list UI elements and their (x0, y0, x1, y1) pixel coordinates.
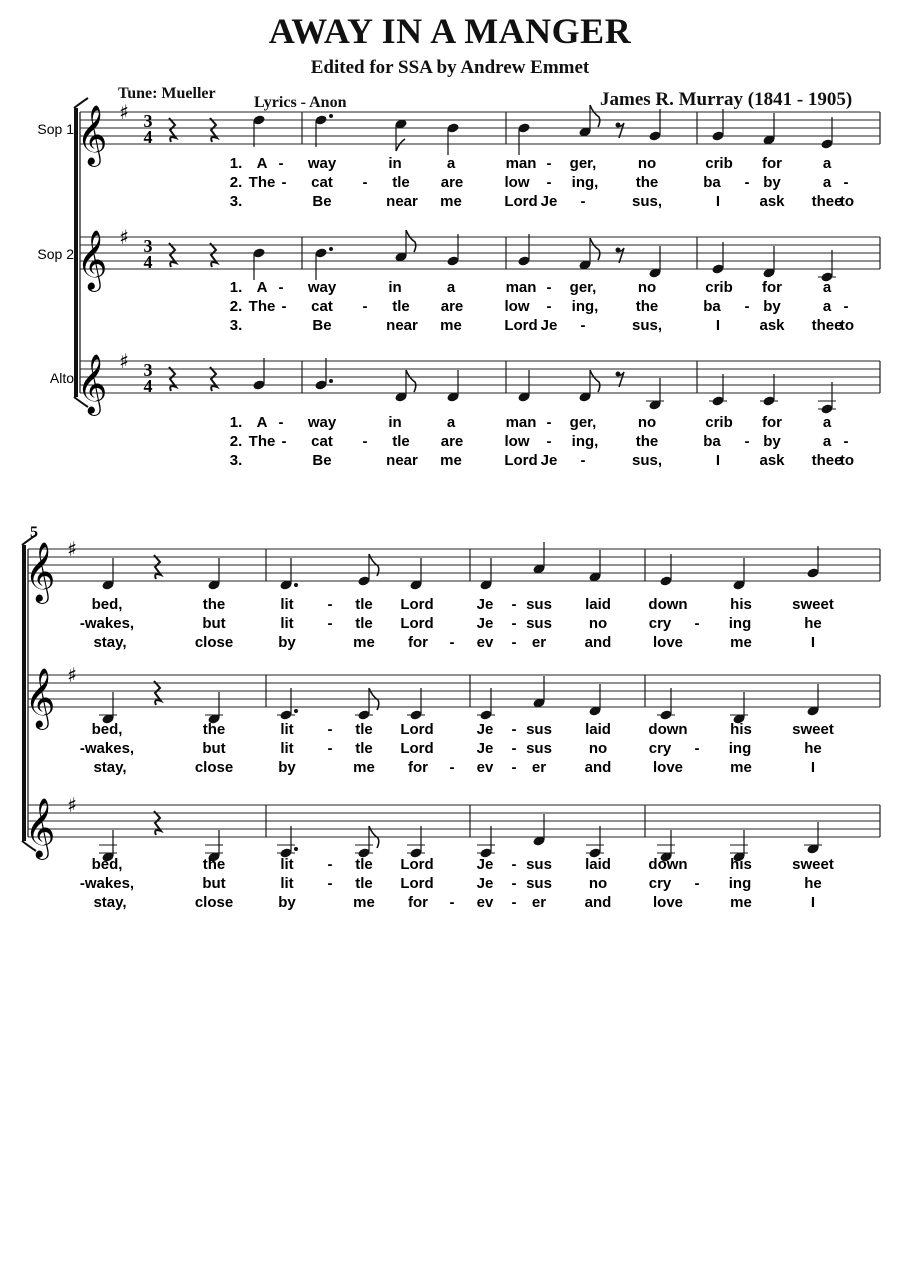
lyric-syllable: Lord (400, 740, 434, 757)
lyric-syllable: - (580, 193, 586, 210)
lyric-syllable: a (822, 433, 832, 450)
lyric-syllable: - (511, 894, 517, 911)
lyric-syllable: ba (703, 298, 721, 315)
lyric-syllable: - (511, 596, 517, 613)
lyric-syllable: me (353, 894, 375, 911)
time-signature-bottom: 4 (143, 376, 153, 396)
lyric-syllable: lit (280, 875, 294, 892)
key-signature-sharp-icon: ♯ (119, 100, 129, 124)
lyric-syllable: sus (526, 615, 552, 632)
lyric-syllable: his (730, 596, 752, 613)
lyric-syllable: to (839, 452, 855, 469)
key-signature-sharp-icon: ♯ (67, 793, 77, 817)
key-signature-sharp-icon: ♯ (119, 225, 129, 249)
lyric-syllable: - (546, 433, 552, 450)
lyric-syllable: - (449, 759, 455, 776)
lyric-syllable: cat (311, 174, 333, 191)
lyric-syllable: -wakes, (79, 875, 135, 892)
lyric-syllable: Lord (400, 875, 434, 892)
note-dot (294, 583, 298, 587)
lyric-syllable: ger, (569, 155, 597, 172)
lyric-syllable: his (730, 721, 752, 738)
lyric-syllable: - (449, 634, 455, 651)
lyric-syllable: no (588, 875, 608, 892)
quarter-rest-icon (169, 118, 176, 142)
lyric-syllable: sus (526, 856, 552, 873)
treble-clef-icon: 𝄞 (24, 798, 56, 858)
lyric-syllable: by (278, 759, 296, 776)
lyric-syllable: lit (280, 721, 294, 738)
lyric-syllable: the (635, 298, 659, 315)
note-flag (590, 370, 600, 392)
lyric-syllable: A (256, 414, 268, 431)
lyric-syllable: - (546, 174, 552, 191)
lyric-syllable: ask (759, 317, 785, 334)
lyric-syllable: cry (648, 875, 672, 892)
lyric-syllable: sus (526, 875, 552, 892)
lyric-syllable: sus (526, 740, 552, 757)
lyric-syllable: - (281, 433, 287, 450)
lyric-syllable: - (694, 615, 700, 632)
lyric-syllable: a (446, 155, 456, 172)
lyric-syllable: cat (311, 433, 333, 450)
lyric-syllable: ev (476, 759, 494, 776)
lyric-syllable: Je (540, 193, 558, 210)
lyric-syllable: - (511, 856, 517, 873)
lyric-syllable: a (822, 298, 832, 315)
lyric-syllable: tle (355, 596, 373, 613)
lyric-syllable: I (715, 452, 721, 469)
lyric-syllable: by (278, 634, 296, 651)
lyric-syllable: near (386, 193, 418, 210)
lyric-syllable: he (804, 875, 822, 892)
lyric-syllable: 1. (229, 414, 243, 431)
lyric-syllable: for (408, 634, 428, 651)
lyric-syllable: The (248, 298, 276, 315)
lyric-syllable: - (327, 875, 333, 892)
lyric-syllable: man (505, 155, 537, 172)
lyric-syllable: laid (585, 721, 611, 738)
lyric-syllable: way (307, 279, 337, 296)
lyric-syllable: -wakes, (79, 740, 135, 757)
lyric-syllable: for (762, 279, 782, 296)
lyric-syllable: down (648, 856, 688, 873)
lyric-syllable: cry (648, 615, 672, 632)
lyric-syllable: - (744, 174, 750, 191)
lyric-syllable: tle (355, 856, 373, 873)
note-dot (329, 247, 333, 251)
lyric-syllable: but (202, 875, 226, 892)
voice-label: Sop 2 (37, 246, 74, 262)
lyric-syllable: Lord (504, 193, 538, 210)
quarter-rest-icon (210, 243, 217, 267)
lyric-syllable: sweet (792, 721, 834, 738)
lyric-syllable: for (762, 414, 782, 431)
lyric-syllable: are (440, 433, 464, 450)
lyric-syllable: I (810, 759, 816, 776)
treble-clef-icon: 𝄞 (76, 230, 108, 290)
lyric-syllable: by (763, 174, 781, 191)
lyric-syllable: sweet (792, 856, 834, 873)
lyric-syllable: - (843, 433, 849, 450)
lyric-syllable: - (580, 317, 586, 334)
lyric-syllable: - (744, 433, 750, 450)
lyric-syllable: - (511, 875, 517, 892)
voice-label: Sop 1 (37, 121, 74, 137)
lyric-syllable: stay, (93, 759, 127, 776)
lyric-syllable: me (440, 452, 462, 469)
lyric-syllable: and (584, 634, 612, 651)
lyric-syllable: - (694, 740, 700, 757)
lyric-syllable: Je (476, 721, 494, 738)
note-flag (406, 230, 416, 252)
lyric-syllable: love (652, 894, 684, 911)
lyric-syllable: - (327, 596, 333, 613)
lyric-syllable: stay, (93, 634, 127, 651)
lyric-syllable: sus (526, 721, 552, 738)
lyric-syllable: ev (476, 894, 494, 911)
lyric-syllable: Je (476, 875, 494, 892)
lyric-syllable: tle (355, 875, 373, 892)
lyric-syllable: his (730, 856, 752, 873)
lyric-syllable: no (637, 155, 657, 172)
lyric-syllable: A (256, 279, 268, 296)
lyric-syllable: - (511, 740, 517, 757)
lyric-syllable: man (505, 414, 537, 431)
lyric-syllable: - (546, 155, 552, 172)
lyric-syllable: for (408, 759, 428, 776)
note-flag (406, 370, 416, 392)
quarter-rest-icon (210, 367, 217, 391)
lyric-syllable: cry (648, 740, 672, 757)
lyric-syllable: ger, (569, 279, 597, 296)
lyric-syllable: thee (811, 317, 843, 334)
lyric-syllable: ev (476, 634, 494, 651)
lyric-syllable: - (327, 856, 333, 873)
lyric-syllable: thee (811, 452, 843, 469)
lyric-syllable: the (635, 174, 659, 191)
note-dot (329, 114, 333, 118)
lyric-syllable: tle (392, 174, 410, 191)
lyric-syllable: ask (759, 452, 785, 469)
lyric-syllable: no (588, 740, 608, 757)
lyric-syllable: - (580, 452, 586, 469)
lyric-syllable: tle (355, 740, 373, 757)
lyric-syllable: -wakes, (79, 615, 135, 632)
lyric-syllable: - (278, 155, 284, 172)
lyric-syllable: er (531, 759, 547, 776)
lyric-syllable: The (248, 174, 276, 191)
lyric-syllable: ing, (571, 174, 599, 191)
lyric-syllable: er (531, 894, 547, 911)
lyric-syllable: tle (392, 298, 410, 315)
note-flag (590, 105, 600, 127)
lyric-syllable: ing (728, 615, 752, 632)
lyric-syllable: down (648, 721, 688, 738)
quarter-rest-icon (154, 811, 161, 835)
lyric-syllable: - (511, 615, 517, 632)
lyric-syllable: Lord (400, 721, 434, 738)
lyric-syllable: are (440, 174, 464, 191)
lyric-syllable: bed, (91, 596, 123, 613)
lyric-syllable: I (715, 317, 721, 334)
lyric-syllable: lit (280, 740, 294, 757)
lyric-syllable: 1. (229, 279, 243, 296)
lyric-syllable: love (652, 634, 684, 651)
lyric-syllable: ba (703, 433, 721, 450)
tune-credit: Tune: Mueller (118, 85, 216, 102)
lyric-syllable: sus, (631, 317, 663, 334)
lyric-syllable: - (362, 433, 368, 450)
lyric-syllable: by (763, 433, 781, 450)
lyric-syllable: me (440, 317, 462, 334)
lyric-syllable: low (504, 433, 530, 450)
lyric-syllable: - (843, 174, 849, 191)
lyric-syllable: laid (585, 856, 611, 873)
lyric-syllable: Je (540, 317, 558, 334)
composer-credit: James R. Murray (1841 - 1905) (600, 89, 853, 110)
lyric-syllable: sus, (631, 193, 663, 210)
lyric-syllable: Lord (400, 856, 434, 873)
lyric-syllable: Je (476, 615, 494, 632)
lyric-syllable: but (202, 615, 226, 632)
lyric-syllable: close (194, 759, 234, 776)
lyric-syllable: er (531, 634, 547, 651)
lyric-syllable: a (446, 279, 456, 296)
lyric-syllable: are (440, 298, 464, 315)
lyric-syllable: - (362, 174, 368, 191)
lyric-syllable: - (546, 298, 552, 315)
lyric-syllable: low (504, 174, 530, 191)
lyric-syllable: 1. (229, 155, 243, 172)
lyric-syllable: cat (311, 298, 333, 315)
lyric-syllable: Je (540, 452, 558, 469)
lyric-syllable: - (546, 414, 552, 431)
song-title: AWAY IN A MANGER (268, 11, 632, 51)
lyric-syllable: Lord (504, 452, 538, 469)
lyric-syllable: ba (703, 174, 721, 191)
lyric-syllable: me (353, 759, 375, 776)
lyric-syllable: and (584, 894, 612, 911)
lyric-syllable: a (822, 174, 832, 191)
key-signature-sharp-icon: ♯ (67, 663, 77, 687)
lyric-syllable: way (307, 414, 337, 431)
lyric-syllable: by (278, 894, 296, 911)
treble-clef-icon: 𝄞 (24, 542, 56, 602)
lyric-syllable: The (248, 433, 276, 450)
lyric-syllable: close (194, 634, 234, 651)
lyric-syllable: ask (759, 193, 785, 210)
lyric-syllable: stay, (93, 894, 127, 911)
lyric-syllable: Be (312, 317, 332, 334)
lyric-syllable: - (449, 894, 455, 911)
lyric-syllable: Lord (400, 615, 434, 632)
lyric-syllable: to (839, 317, 855, 334)
time-signature-bottom: 4 (143, 127, 153, 147)
lyric-syllable: tle (392, 433, 410, 450)
lyric-syllable: the (202, 596, 226, 613)
lyric-syllable: lit (280, 856, 294, 873)
lyric-syllable: I (810, 894, 816, 911)
lyric-syllable: - (327, 721, 333, 738)
lyric-syllable: low (504, 298, 530, 315)
lyric-syllable: Be (312, 452, 332, 469)
lyric-syllable: down (648, 596, 688, 613)
lyric-syllable: and (584, 759, 612, 776)
lyric-syllable: - (327, 740, 333, 757)
lyric-syllable: ing, (571, 298, 599, 315)
lyric-syllable: the (202, 856, 226, 873)
lyric-syllable: - (511, 634, 517, 651)
lyric-syllable: no (637, 414, 657, 431)
lyric-syllable: - (511, 759, 517, 776)
note-dot (294, 847, 298, 851)
quarter-rest-icon (154, 681, 161, 705)
lyric-syllable: Je (476, 740, 494, 757)
lyrics-credit: Lyrics - Anon (254, 94, 347, 111)
lyric-syllable: - (694, 875, 700, 892)
lyric-syllable: - (327, 615, 333, 632)
lyric-syllable: tle (355, 721, 373, 738)
song-subtitle: Edited for SSA by Andrew Emmet (310, 57, 590, 78)
lyric-syllable: sus, (631, 452, 663, 469)
note-flag (590, 238, 600, 260)
note-flag (396, 139, 405, 151)
lyric-syllable: no (588, 615, 608, 632)
lyric-syllable: me (730, 634, 752, 651)
lyric-syllable: - (278, 414, 284, 431)
lyric-syllable: lit (280, 615, 294, 632)
note-dot (294, 709, 298, 713)
lyric-syllable: Je (476, 856, 494, 873)
lyric-syllable: crib (705, 414, 733, 431)
lyric-syllable: thee (811, 193, 843, 210)
voice-label: Alto (49, 370, 74, 386)
lyric-syllable: 2. (229, 174, 243, 191)
lyric-syllable: close (194, 894, 234, 911)
lyric-syllable: near (386, 317, 418, 334)
lyric-syllable: 2. (229, 433, 243, 450)
treble-clef-icon: 𝄞 (24, 668, 56, 728)
quarter-rest-icon (169, 243, 176, 267)
lyric-syllable: in (388, 279, 402, 296)
key-signature-sharp-icon: ♯ (119, 349, 129, 373)
lyric-syllable: bed, (91, 856, 123, 873)
lyric-syllable: - (362, 298, 368, 315)
lyric-syllable: he (804, 740, 822, 757)
lyric-syllable: to (839, 193, 855, 210)
lyric-syllable: sus (526, 596, 552, 613)
lyric-syllable: bed, (91, 721, 123, 738)
lyric-syllable: but (202, 740, 226, 757)
lyric-syllable: Be (312, 193, 332, 210)
lyric-syllable: the (635, 433, 659, 450)
lyric-syllable: - (843, 298, 849, 315)
lyric-syllable: Je (476, 596, 494, 613)
lyric-syllable: in (388, 414, 402, 431)
lyric-syllable: crib (705, 279, 733, 296)
lyric-syllable: crib (705, 155, 733, 172)
treble-clef-icon: 𝄞 (76, 105, 108, 165)
lyric-syllable: near (386, 452, 418, 469)
lyric-syllable: ing (728, 875, 752, 892)
lyric-syllable: way (307, 155, 337, 172)
lyric-syllable: ing (728, 740, 752, 757)
lyric-syllable: a (822, 414, 832, 431)
treble-clef-icon: 𝄞 (76, 354, 108, 414)
lyric-syllable: laid (585, 596, 611, 613)
lyric-syllable: 3. (229, 317, 243, 334)
lyric-syllable: 3. (229, 452, 243, 469)
lyric-syllable: - (281, 174, 287, 191)
lyric-syllable: ing, (571, 433, 599, 450)
lyric-syllable: Lord (504, 317, 538, 334)
lyric-syllable: ger, (569, 414, 597, 431)
lyric-syllable: I (715, 193, 721, 210)
lyric-syllable: tle (355, 615, 373, 632)
lyric-syllable: for (408, 894, 428, 911)
lyric-syllable: a (446, 414, 456, 431)
lyric-syllable: - (744, 298, 750, 315)
lyric-syllable: man (505, 279, 537, 296)
lyric-syllable: 3. (229, 193, 243, 210)
measure-number: 5 (30, 524, 38, 541)
quarter-rest-icon (154, 555, 161, 579)
lyric-syllable: he (804, 615, 822, 632)
lyric-syllable: lit (280, 596, 294, 613)
lyric-syllable: I (810, 634, 816, 651)
lyric-syllable: - (511, 721, 517, 738)
lyric-syllable: - (546, 279, 552, 296)
note-dot (329, 379, 333, 383)
lyric-syllable: love (652, 759, 684, 776)
lyric-syllable: for (762, 155, 782, 172)
lyric-syllable: - (278, 279, 284, 296)
time-signature-top: 3 (143, 111, 153, 131)
lyric-syllable: me (730, 894, 752, 911)
lyric-syllable: me (353, 634, 375, 651)
lyric-syllable: the (202, 721, 226, 738)
lyric-syllable: A (256, 155, 268, 172)
lyric-syllable: no (637, 279, 657, 296)
quarter-rest-icon (169, 367, 176, 391)
lyric-syllable: a (822, 155, 832, 172)
lyric-syllable: me (730, 759, 752, 776)
lyric-syllable: in (388, 155, 402, 172)
lyric-syllable: by (763, 298, 781, 315)
lyric-syllable: sweet (792, 596, 834, 613)
lyric-syllable: 2. (229, 298, 243, 315)
lyric-syllable: Lord (400, 596, 434, 613)
time-signature-top: 3 (143, 236, 153, 256)
quarter-rest-icon (210, 118, 217, 142)
lyric-syllable: - (281, 298, 287, 315)
lyric-syllable: me (440, 193, 462, 210)
time-signature-top: 3 (143, 360, 153, 380)
key-signature-sharp-icon: ♯ (67, 537, 77, 561)
time-signature-bottom: 4 (143, 252, 153, 272)
lyric-syllable: a (822, 279, 832, 296)
